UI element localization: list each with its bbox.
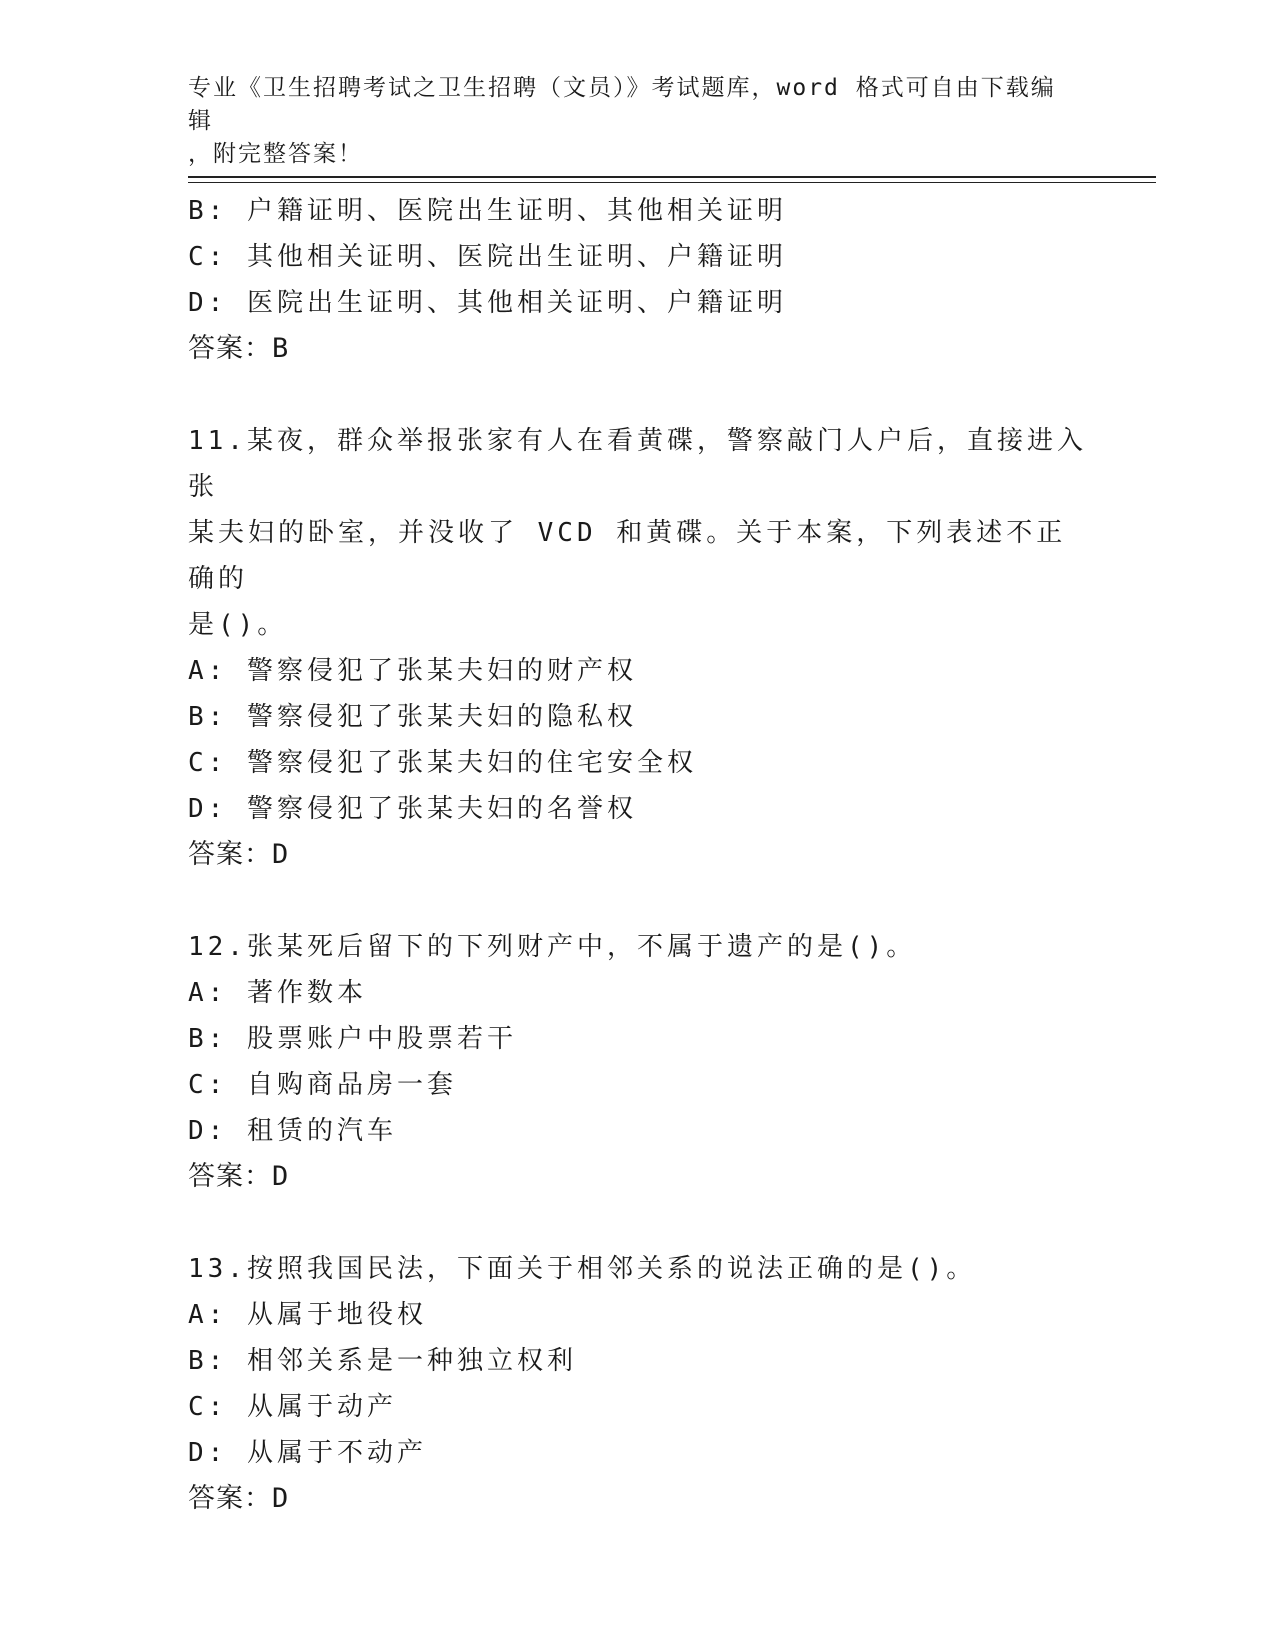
option-c	[188, 234, 1088, 280]
spacer	[188, 1200, 1088, 1246]
answer-label: 答案：	[188, 1483, 272, 1514]
question-11	[188, 418, 1088, 878]
stem-line: 是()。	[188, 610, 288, 640]
option-label: C:	[188, 748, 228, 778]
answer-value: B	[272, 333, 290, 364]
answer-label: 答案：	[188, 839, 272, 870]
option-label: D:	[188, 794, 228, 824]
answer-line	[188, 1476, 1088, 1522]
stem-line: 11.某夜，群众举报张家有人在看黄碟，警察敲门人户后，直接进入张	[188, 426, 1087, 502]
option-d	[188, 786, 1088, 832]
option-a	[188, 970, 1088, 1016]
option-text: 相邻关系是一种独立权利	[246, 1346, 577, 1376]
option-text: 医院出生证明、其他相关证明、户籍证明	[246, 288, 787, 318]
option-label: A:	[188, 656, 228, 686]
option-text: 警察侵犯了张某夫妇的名誉权	[246, 794, 637, 824]
option-b	[188, 1338, 1088, 1384]
stem-line: 12.张某死后留下的下列财产中，不属于遗产的是()。	[188, 932, 917, 962]
option-b	[188, 1016, 1088, 1062]
answer-line	[188, 326, 1088, 372]
option-label: C:	[188, 242, 228, 272]
option-label: D:	[188, 1116, 228, 1146]
option-d	[188, 280, 1088, 326]
question-13	[188, 1246, 1088, 1522]
option-label: B:	[188, 1024, 228, 1054]
option-b	[188, 188, 1088, 234]
question-stem	[188, 418, 1088, 648]
option-text: 租赁的汽车	[246, 1116, 397, 1146]
option-text: 从属于不动产	[246, 1438, 427, 1468]
option-text: 著作数本	[246, 978, 367, 1008]
option-text: 从属于地役权	[246, 1300, 427, 1330]
stem-line: 某夫妇的卧室，并没收了 VCD 和黄碟。关于本案，下列表述不正确的	[188, 518, 1067, 594]
option-label: A:	[188, 1300, 228, 1330]
option-label: C:	[188, 1392, 228, 1422]
question-content	[188, 188, 1088, 1522]
page-header	[188, 72, 1068, 171]
partial-question	[188, 188, 1088, 372]
option-label: B:	[188, 196, 228, 226]
option-b	[188, 694, 1088, 740]
spacer	[188, 878, 1088, 924]
option-label: C:	[188, 1070, 228, 1100]
option-label: B:	[188, 1346, 228, 1376]
answer-line	[188, 832, 1088, 878]
question-12	[188, 924, 1088, 1200]
question-stem	[188, 1246, 1088, 1292]
answer-value: D	[272, 1161, 290, 1192]
option-d	[188, 1108, 1088, 1154]
option-text: 户籍证明、医院出生证明、其他相关证明	[246, 196, 787, 226]
question-stem	[188, 924, 1088, 970]
option-label: A:	[188, 978, 228, 1008]
header-line-2: ，附完整答案！	[188, 141, 363, 167]
option-a	[188, 1292, 1088, 1338]
answer-value: D	[272, 1483, 290, 1514]
answer-label: 答案：	[188, 1161, 272, 1192]
option-text: 警察侵犯了张某夫妇的财产权	[246, 656, 637, 686]
option-text: 警察侵犯了张某夫妇的住宅安全权	[246, 748, 697, 778]
answer-value: D	[272, 839, 290, 870]
option-c	[188, 1384, 1088, 1430]
answer-label: 答案：	[188, 333, 272, 364]
option-c	[188, 1062, 1088, 1108]
option-d	[188, 1430, 1088, 1476]
header-line-1: 专业《卫生招聘考试之卫生招聘（文员）》考试题库，word 格式可自由下载编辑	[188, 75, 1056, 134]
option-text: 其他相关证明、医院出生证明、户籍证明	[246, 242, 787, 272]
option-a	[188, 648, 1088, 694]
option-text: 从属于动产	[246, 1392, 397, 1422]
option-label: B:	[188, 702, 228, 732]
header-divider-thin	[188, 182, 1156, 183]
option-text: 自购商品房一套	[246, 1070, 457, 1100]
answer-line	[188, 1154, 1088, 1200]
option-text: 股票账户中股票若干	[246, 1024, 517, 1054]
header-divider-thick	[188, 176, 1156, 178]
option-label: D:	[188, 1438, 228, 1468]
stem-line: 13.按照我国民法，下面关于相邻关系的说法正确的是()。	[188, 1254, 977, 1284]
spacer	[188, 372, 1088, 418]
option-text: 警察侵犯了张某夫妇的隐私权	[246, 702, 637, 732]
option-c	[188, 740, 1088, 786]
option-label: D:	[188, 288, 228, 318]
